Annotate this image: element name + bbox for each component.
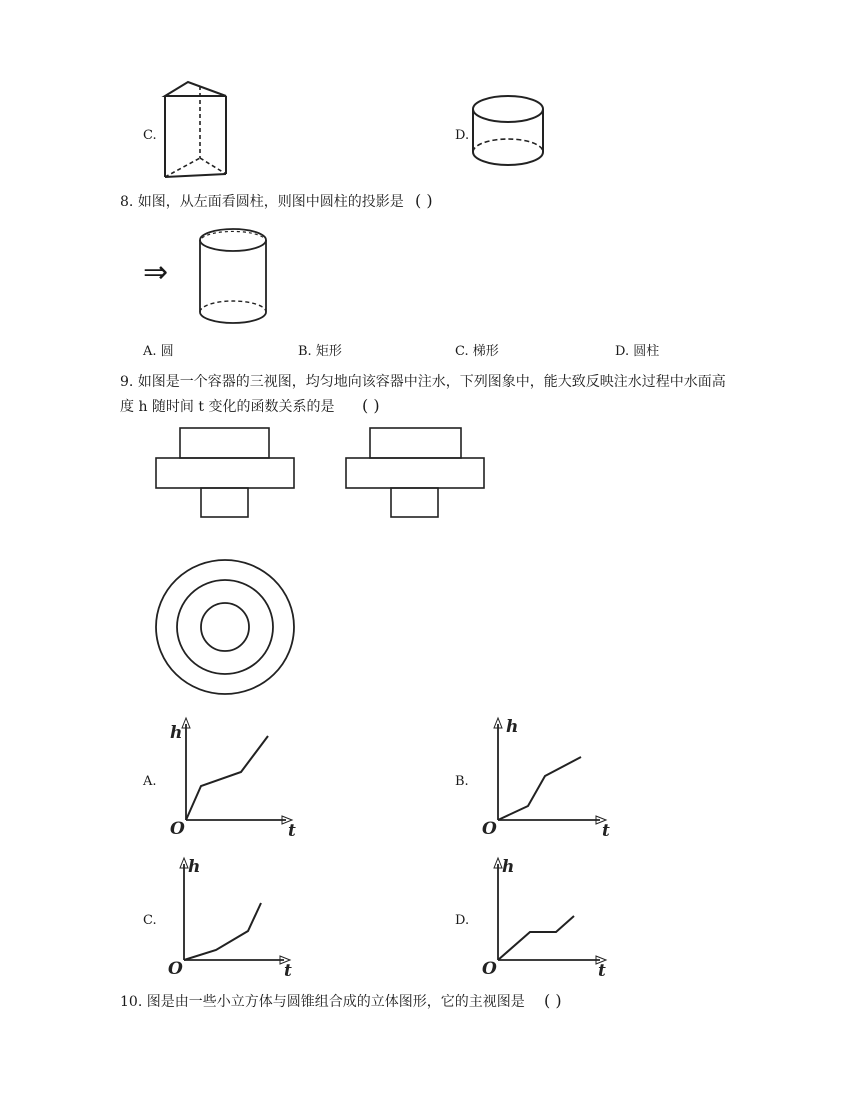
top-view-figure <box>153 556 299 698</box>
graph-d-x-label: t <box>598 961 606 981</box>
graph-a <box>166 716 306 841</box>
q8-answer-blank: ( ) <box>415 191 433 210</box>
graph-a-y-label: h <box>170 723 183 743</box>
cylinder-figure <box>470 92 550 170</box>
graph-a-x-label: t <box>288 821 296 841</box>
q8-option-a: A. 圆 <box>143 344 174 359</box>
side-view-figure <box>345 427 485 519</box>
q8-stem: 8. 如图，从左面看圆柱，则图中圆柱的投影是 <box>120 194 404 210</box>
graph-b <box>478 716 618 841</box>
option-c-label: C. <box>143 128 157 143</box>
q8-option-b: B. 矩形 <box>298 344 342 359</box>
graph-b-x-label: t <box>602 821 610 841</box>
graph-b-y-label: h <box>506 717 519 737</box>
q10-stem: 10. 图是由一些小立方体与圆锥组合成的立体图形，它的主视图是 <box>120 994 525 1010</box>
q9-answer-blank: ( ) <box>362 396 380 415</box>
graph-d-origin-label: O <box>482 959 497 979</box>
q9-option-a: A. <box>143 774 157 789</box>
graph-d <box>478 856 618 981</box>
triangular-prism-figure <box>160 78 240 180</box>
q9-stem-line1: 9. 如图是一个容器的三视图，均匀地向该容器中注水，下列图象中，能大致反映注水过程中水面高 <box>120 374 726 390</box>
option-d-label: D. <box>455 128 470 143</box>
graph-c-y-label: h <box>188 857 201 877</box>
graph-c-origin-label: O <box>168 959 183 979</box>
front-view-figure <box>155 427 295 519</box>
graph-b-origin-label: O <box>482 819 497 839</box>
graph-c <box>164 856 304 981</box>
cylinder-view-figure <box>196 226 271 330</box>
graph-c-x-label: t <box>284 961 292 981</box>
graph-a-origin-label: O <box>170 819 185 839</box>
q9-option-b: B. <box>455 774 469 789</box>
right-double-arrow-icon: ⇒ <box>143 255 169 290</box>
q9-stem-line2: 度 h 随时间 t 变化的函数关系的是 <box>120 399 335 415</box>
q9-option-c: C. <box>143 913 157 928</box>
graph-d-y-label: h <box>502 857 515 877</box>
q8-option-c: C. 梯形 <box>455 344 499 359</box>
q8-option-d: D. 圆柱 <box>615 344 660 359</box>
q10-answer-blank: ( ) <box>544 991 562 1010</box>
q9-option-d: D. <box>455 913 470 928</box>
